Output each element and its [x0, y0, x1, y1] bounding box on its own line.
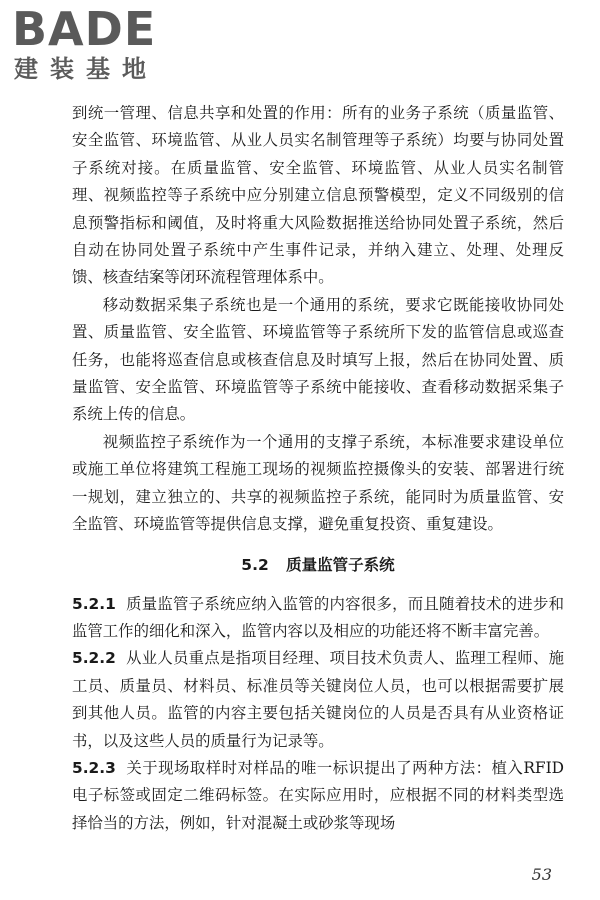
clause-text: 关于现场取样时对样品的唯一标识提出了两种方法：植入RFID电子标签或固定二维码标签。在实际应用时，应根据不同的材料类型选择恰当的方法，例如，针对混凝土或砂浆等现场: [72, 758, 564, 832]
clause-text: 质量监管子系统应纳入监管的内容很多，而且随着技术的进步和监管工作的细化和深入，监管内容以及相应的功能还将不断丰富完善。: [72, 594, 564, 640]
paragraph-mobile-data: 移动数据采集子系统也是一个通用的系统，要求它既能接收协同处置、质量监管、安全监管、环境监管等子系统所下发的监管信息或巡查任务，也能将巡查信息或核查信息及时填写上报，然后在协同处置、质量监管、安全监管、环境监管等子系统中能接收、查看移动数据采集子系统上传的信息。: [72, 295, 564, 424]
logo-brand-cn: 建装基地: [14, 55, 158, 83]
clause-text: 从业人员重点是指项目经理、项目技术负责人、监理工程师、施工员、质量员、材料员、标准员等关键岗位人员，也可以根据需要扩展到其他人员。监管的内容主要包括关键岗位的人员是否具有从业资格证书，以及这些人员的质量行为记录等。: [72, 649, 564, 750]
clause-number: 5.2.3: [72, 758, 116, 777]
clause-number: 5.2.2: [72, 649, 116, 668]
clause-5-2-1: [72, 591, 564, 646]
paragraph-continued: 到统一管理、信息共享和处置的作用：所有的业务子系统（质量监管、安全监管、环境监管、从业人员实名制管理等子系统）均要与协同处置子系统对接。在质量监管、安全监管、环境监管、从业人员实名制管理、视频监控等子系统中应分别建立信息预警模型，定义不同级别的信息预警指标和阈值，及时将重大风险数据推送给协同处置子系统，然后自动在协同处置子系统中产生事件记录，并纳入建立、处理、处理反馈、核查结案等闭环流程管理体系中。: [72, 104, 564, 287]
paragraph-video-monitoring: 视频监控子系统作为一个通用的支撑子系统，本标准要求建设单位或施工单位将建筑工程施工现场的视频监控摄像头的安装、部署进行统一规划，建立独立的、共享的视频监控子系统，能同时为质量监管、安全监管、环境监管等提供信息支撑，避免重复投资、重复建设。: [72, 432, 564, 534]
document-body: [72, 100, 564, 837]
logo: [12, 2, 182, 88]
section-heading: [72, 553, 564, 577]
section-number: 5.2: [241, 555, 269, 574]
page-number: 53: [531, 865, 552, 884]
clause-number: 5.2.1: [72, 594, 116, 613]
logo-brand-en: BADE: [12, 2, 157, 56]
clause-5-2-2: [72, 645, 564, 755]
section-title: 质量监管子系统: [286, 555, 395, 574]
clause-5-2-3: [72, 755, 564, 837]
